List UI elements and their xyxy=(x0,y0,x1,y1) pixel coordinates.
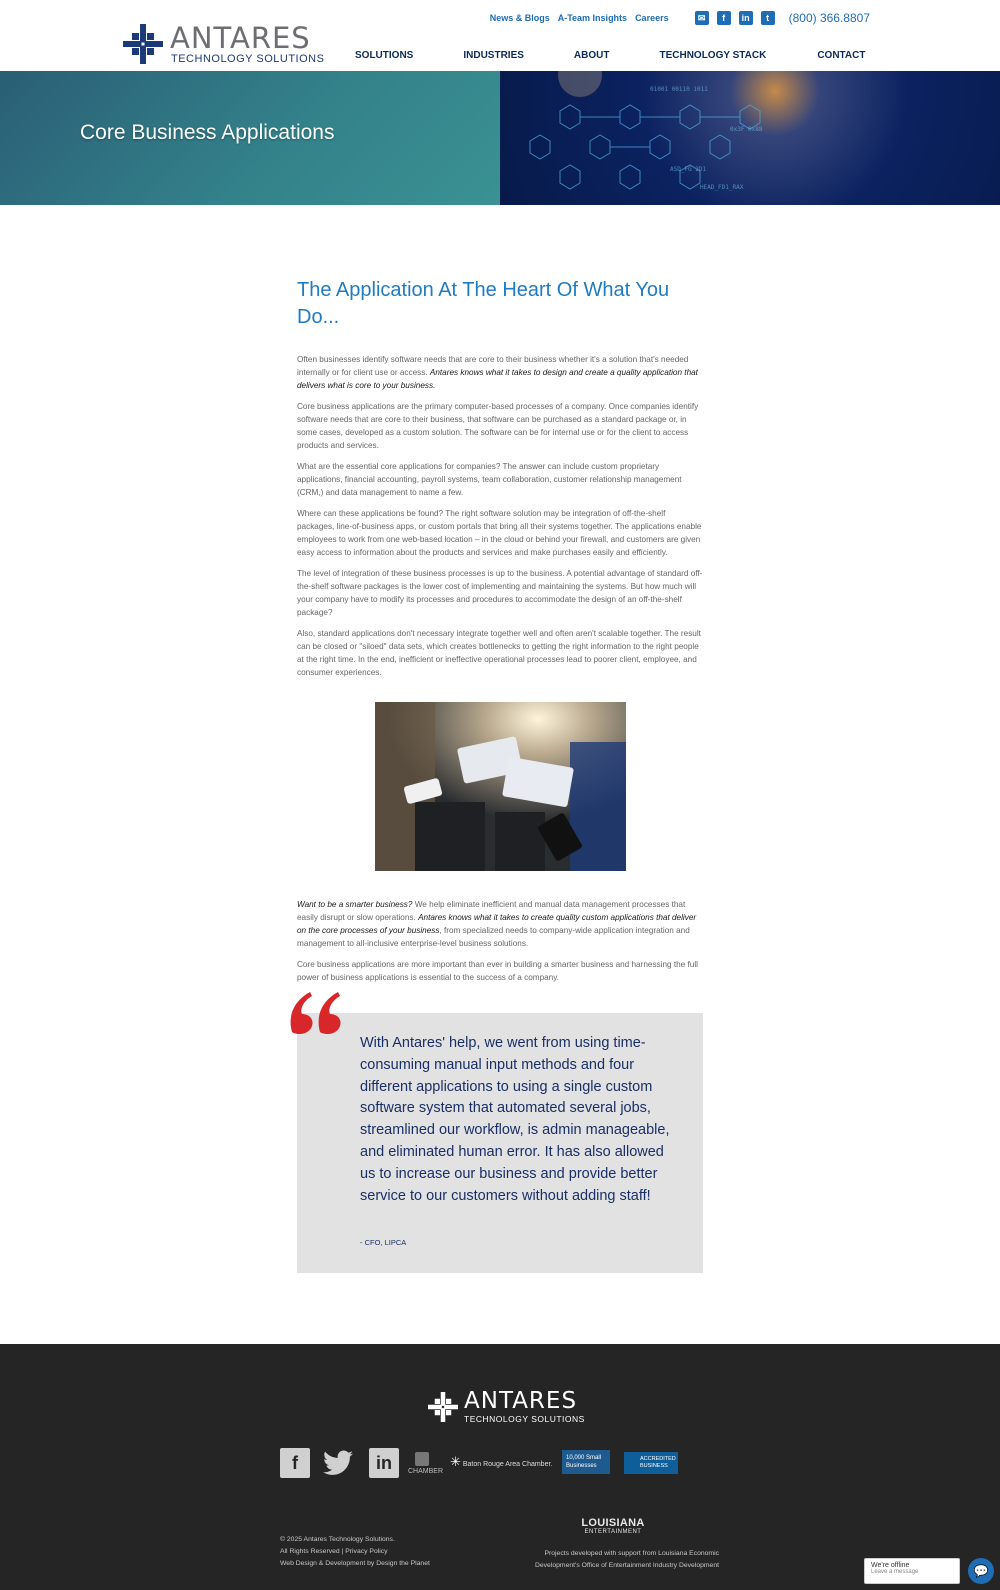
tech-network-graphic xyxy=(500,71,1000,205)
chat-prompt: Leave a message xyxy=(871,1569,919,1575)
footer-legal xyxy=(280,1534,430,1570)
brac-badge[interactable]: ✳ Baton Rouge Area Chamber. xyxy=(450,1454,553,1469)
copyright-text: © 2025 Antares Technology Solutions. xyxy=(280,1536,395,1543)
footer-logo[interactable] xyxy=(428,1388,585,1426)
nav-about[interactable]: ABOUT xyxy=(573,50,610,61)
chat-bubble-icon[interactable]: 💬 xyxy=(968,1558,994,1584)
svg-text:HEAD_FD1_RAX: HEAD_FD1_RAX xyxy=(700,184,744,191)
brac-star-icon: ✳ xyxy=(450,1454,461,1469)
logo-subtitle: TECHNOLOGY SOLUTIONS xyxy=(171,53,325,65)
nav-technology-stack[interactable]: TECHNOLOGY STACK xyxy=(659,50,767,61)
main-nav xyxy=(355,50,865,61)
article-headline: The Application At The Heart Of What You Do... xyxy=(297,279,670,328)
small-business-badge[interactable]: 10,000 Small Businesses xyxy=(562,1450,610,1474)
news-blogs-link[interactable]: News & Blogs xyxy=(489,13,550,23)
paragraph: Core business applications are more important than ever in building a smarter business and harnessing the full power of business applications is essential to the success of a company. xyxy=(297,960,698,982)
privacy-policy-link[interactable]: Privacy Policy xyxy=(345,1548,388,1555)
linkedin-icon[interactable]: in xyxy=(739,11,753,25)
a-team-insights-link[interactable]: A-Team Insights xyxy=(557,13,628,23)
banner-tech-image xyxy=(500,71,1000,205)
article-body-continued xyxy=(297,898,703,992)
business-team-devices-photo xyxy=(375,702,626,871)
svg-text:0x3F 0x88: 0x3F 0x88 xyxy=(730,126,763,133)
chamber-seal-icon xyxy=(415,1452,429,1466)
nav-solutions[interactable]: SOLUTIONS xyxy=(355,50,414,61)
paragraph: What are the essential core applications for companies? The answer can include custom proprietary applications, financial accounting, payroll systems, team collaboration, customer relationship management (CRM,) and data management to name a few. xyxy=(297,462,682,497)
nav-contact[interactable]: CONTACT xyxy=(817,50,866,61)
site-logo[interactable] xyxy=(123,21,325,66)
careers-link[interactable]: Careers xyxy=(635,13,669,23)
email-icon[interactable]: ✉ xyxy=(695,11,709,25)
paragraph: The level of integration of these business processes is up to the business. A potential advantage of standard off-the-shelf software packages is the lower cost of implementing and maintaining the systems. But how much will your company have to modify its processes and procedures to accommodate the design of an off-the-shelf package? xyxy=(297,569,703,617)
quote-mark-icon xyxy=(288,988,344,1036)
nav-industries[interactable]: INDUSTRIES xyxy=(463,50,524,61)
paragraph: Where can these applications be found? The right software solution may be integration of off-the-shelf packages, line-of-business apps, or custom portals that bring all their systems together. The applications enable employees to work from one web-based location – in the cloud or behind your firewall, and customers are given easy access to information about the products and services and make purchases easily and efficiently. xyxy=(297,509,702,557)
twitter-icon[interactable] xyxy=(323,1448,353,1478)
paragraph: Core business applications are the primary computer-based processes of a company. Once companies identify software needs that are core to their business, that software can be purchased as a standard package or, in some cases, developed as a custom solution. The software can be for internal use or for the client to access products and services. xyxy=(297,402,699,450)
article-body xyxy=(297,277,703,687)
antares-star-icon xyxy=(428,1392,458,1422)
chat-status: We're offline xyxy=(871,1562,910,1569)
testimonial-attribution: - CFO, LIPCA xyxy=(360,1238,407,1247)
bbb-badge[interactable]: ACCREDITED BUSINESS xyxy=(624,1452,678,1474)
rights-text: All Rights Reserved | xyxy=(280,1548,346,1555)
site-header xyxy=(0,0,1000,71)
svg-text:01001 00110 1011: 01001 00110 1011 xyxy=(650,86,708,93)
utility-bar xyxy=(490,10,870,26)
facebook-icon[interactable]: f xyxy=(280,1448,310,1478)
louisiana-credit-text: Projects developed with support from Louisiana Economic Development's Office of Entertainment Industry Development xyxy=(534,1550,719,1569)
paragraph-intro: Often businesses identify software needs that are core to their business whether it's a solution that's needed internally or for client use or access. Antares knows what it takes to design and create a quality application that delivers what is core to your business. xyxy=(297,355,698,390)
chat-widget[interactable] xyxy=(864,1558,960,1584)
phone-link[interactable]: (800) 366.8807 xyxy=(788,11,870,25)
facebook-icon[interactable]: f xyxy=(717,11,731,25)
page-banner xyxy=(0,71,1000,205)
chamber-badge[interactable]: CHAMBER xyxy=(408,1452,436,1475)
testimonial-quote: With Antares' help, we went from using time-consuming manual input methods and four different applications to using a single custom software system that automated several jobs, streamlined our workflow, is admin manageable, and eliminated human error. It has also allowed us to increase our business and provide better service to our customers without adding staff! xyxy=(360,1035,670,1204)
linkedin-icon[interactable]: in xyxy=(369,1448,399,1478)
design-credit-link[interactable]: Web Design & Development by Design the Planet xyxy=(280,1560,430,1567)
site-footer xyxy=(0,1344,1000,1590)
svg-text:ASD_FG 2D1: ASD_FG 2D1 xyxy=(670,166,707,173)
footer-logo-name: ANTARES xyxy=(464,1388,578,1414)
louisiana-entertainment-logo[interactable]: LOUISIANA ENTERTAINMENT xyxy=(581,1517,645,1535)
antares-star-icon xyxy=(123,24,163,64)
logo-name: ANTARES xyxy=(170,21,311,55)
page-title: Core Business Applications xyxy=(80,121,335,144)
footer-logo-subtitle: TECHNOLOGY SOLUTIONS xyxy=(464,1414,585,1424)
twitter-icon[interactable]: t xyxy=(761,11,775,25)
paragraph-cta: Want to be a smarter business? We help eliminate inefficient and manual data management processes that easily disrupt or slow operations. Antares knows what it takes to create quality custom applications that deliver on the core processes of your business, from specialized needs to company-wide application integration and management to all-inclusive enterprise-level business solutions. xyxy=(297,900,697,948)
paragraph: Also, standard applications don't necessary integrate together well and often aren't scalable together. The result can be closed or "siloed" data sets, which creates bottlenecks to getting the right information to the right people at the right time. In the end, inefficient or ineffective operational processes lead to poorer client, employee, and consumer experiences. xyxy=(297,629,701,677)
